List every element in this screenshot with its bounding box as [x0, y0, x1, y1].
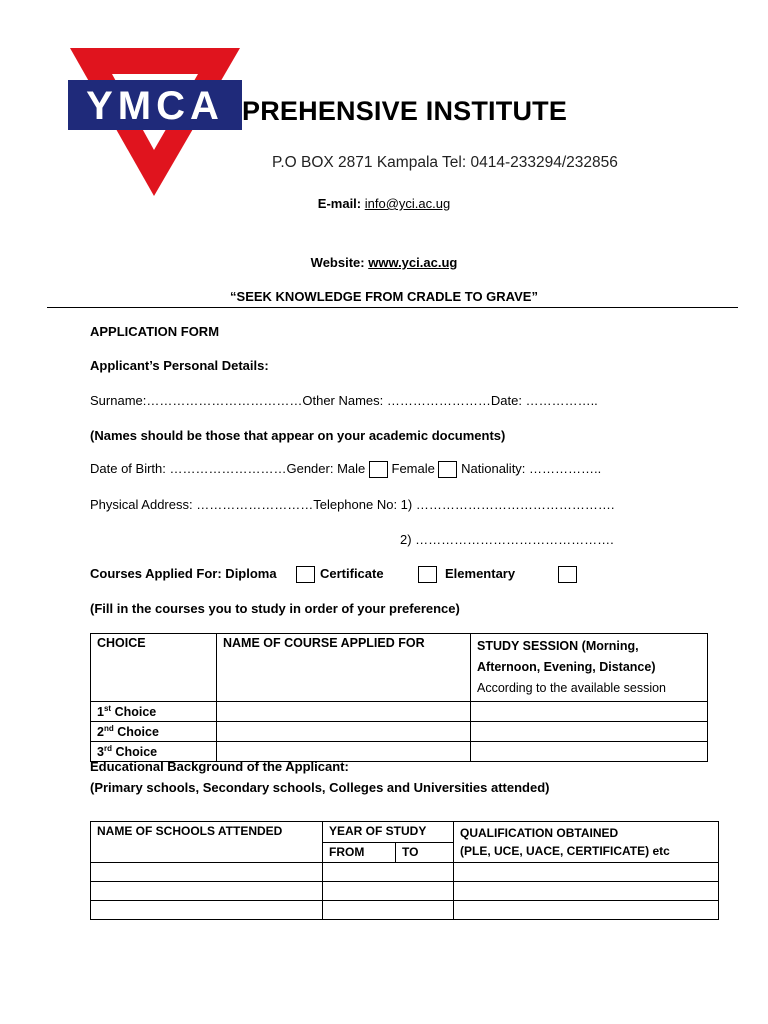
course-header: NAME OF COURSE APPLIED FOR — [217, 634, 471, 702]
session-cell[interactable] — [471, 702, 708, 722]
qualification-cell[interactable] — [454, 901, 719, 920]
website-line: Website: www.yci.ac.ug — [310, 255, 458, 270]
table-row — [91, 722, 708, 742]
male-checkbox[interactable] — [369, 461, 388, 478]
year-header: YEAR OF STUDY — [323, 822, 454, 843]
divider — [47, 307, 738, 308]
website-link[interactable]: www.yci.ac.ug — [368, 255, 458, 270]
course-cell[interactable] — [217, 722, 471, 742]
dob-gender-line: Date of Birth: ………………………Gender: Male Female Nationality: …………….. — [90, 461, 601, 478]
certificate-label: Certificate — [320, 566, 384, 581]
choice-cell: 3rd Choice — [91, 742, 217, 762]
qualification-header: QUALIFICATION OBTAINED (PLE, UCE, UACE, CERTIFICATE) etc — [454, 822, 719, 863]
year-cell[interactable] — [323, 901, 454, 920]
female-checkbox[interactable] — [438, 461, 457, 478]
choice-header: CHOICE — [91, 634, 217, 702]
email-line: E-mail: info@yci.ac.ug — [317, 196, 451, 211]
from-header: FROM — [323, 842, 396, 863]
education-subheading: (Primary schools, Secondary schools, Colleges and Universities attended) — [90, 780, 550, 795]
table-row — [91, 901, 719, 920]
names-line: Surname:………………………………Other Names: ……………………Date: …………….. — [90, 393, 598, 408]
phone2-line: 2) ………………………………………. — [400, 532, 614, 547]
year-cell[interactable] — [323, 863, 454, 882]
elementary-label: Elementary — [445, 566, 516, 581]
table-row — [91, 882, 719, 901]
certificate-checkbox[interactable] — [418, 566, 437, 583]
table-row — [91, 863, 719, 882]
education-heading: Educational Background of the Applicant: — [90, 759, 349, 774]
email-link[interactable]: info@yci.ac.ug — [364, 196, 451, 211]
choice-cell: 1st Choice — [91, 702, 217, 722]
ymca-logo — [68, 46, 242, 198]
schools-header: NAME OF SCHOOLS ATTENDED — [91, 822, 323, 863]
to-header: TO — [396, 842, 454, 863]
table-row — [91, 702, 708, 722]
session-cell[interactable] — [471, 742, 708, 762]
svg-text:YMCA: YMCA — [86, 84, 224, 128]
address-phone-line: Physical Address: ………………………Telephone No: 1) ………………………………………. — [90, 497, 615, 512]
choice-cell: 2nd Choice — [91, 722, 217, 742]
contact-address: P.O BOX 2871 Kampala Tel: 0414-233294/232856 — [272, 154, 618, 171]
diploma-checkbox[interactable] — [296, 566, 315, 583]
institute-name: PREHENSIVE INSTITUTE — [242, 96, 568, 126]
education-header-row — [91, 822, 719, 843]
motto: “SEEK KNOWLEDGE FROM CRADLE TO GRAVE” — [230, 289, 538, 304]
form-title: APPLICATION FORM — [90, 324, 220, 339]
course-table — [90, 633, 708, 762]
school-cell[interactable] — [91, 901, 323, 920]
qualification-cell[interactable] — [454, 863, 719, 882]
school-cell[interactable] — [91, 882, 323, 901]
education-table — [90, 821, 719, 920]
elementary-checkbox[interactable] — [558, 566, 577, 583]
personal-details-heading: Applicant’s Personal Details: — [90, 358, 269, 373]
courses-label: Courses Applied For: Diploma — [90, 566, 277, 581]
course-table-header — [91, 634, 708, 702]
qualification-cell[interactable] — [454, 882, 719, 901]
fill-note: (Fill in the courses you to study in order of your preference) — [90, 601, 460, 616]
session-cell[interactable] — [471, 722, 708, 742]
year-cell[interactable] — [323, 882, 454, 901]
session-header: STUDY SESSION (Morning, Afternoon, Evening, Distance) According to the available session — [471, 634, 708, 702]
course-cell[interactable] — [217, 702, 471, 722]
school-cell[interactable] — [91, 863, 323, 882]
names-note: (Names should be those that appear on your academic documents) — [90, 428, 506, 443]
